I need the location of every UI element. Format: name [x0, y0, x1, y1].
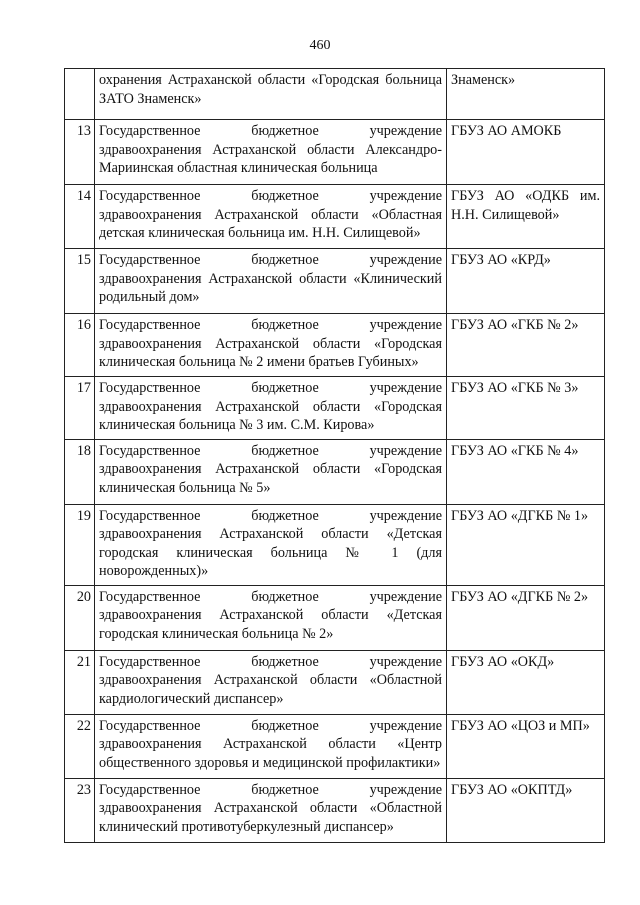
row-number: 13	[65, 120, 95, 185]
institution-name: Государственное бюджетное учреждение здравоохранения Астраханской области «Центр общественного здоровья и медицинской профилактики»	[95, 714, 447, 778]
institution-abbreviation: ГБУЗ АО «ОДКБ им. Н.Н. Силищевой»	[447, 185, 605, 249]
institution-name: Государственное бюджетное учреждение здравоохранения Астраханской области «Областной клинический противотуберкулезный диспансер»	[95, 778, 447, 842]
institution-abbreviation: ГБУЗ АО «ЦОЗ и МП»	[447, 714, 605, 778]
institution-abbreviation: ГБУЗ АО «ГКБ № 3»	[447, 377, 605, 440]
institution-name: Государственное бюджетное учреждение здравоохранения Астраханской области «Областная детская клиническая больница им. Н.Н. Силищевой»	[95, 185, 447, 249]
row-number	[65, 69, 95, 120]
row-number: 17	[65, 377, 95, 440]
institution-abbreviation: ГБУЗ АО «ОКД»	[447, 650, 605, 714]
institution-name: Государственное бюджетное учреждение здравоохранения Астраханской области «Городская клиническая больница № 3 им. С.М. Кирова»	[95, 377, 447, 440]
institution-name: охранения Астраханской области «Городская больница ЗАТО Знаменск»	[95, 69, 447, 120]
institution-abbreviation: ГБУЗ АО «КРД»	[447, 249, 605, 314]
row-number: 20	[65, 585, 95, 650]
institutions-table	[64, 68, 605, 843]
institution-name: Государственное бюджетное учреждение здравоохранения Астраханской области «Городская клиническая больница № 2 имени братьев Губиных»	[95, 314, 447, 377]
institution-name: Государственное бюджетное учреждение здравоохранения Астраханской области «Областной кардиологический диспансер»	[95, 650, 447, 714]
table-row	[65, 714, 605, 778]
table-row	[65, 69, 605, 120]
institution-abbreviation: ГБУЗ АО «ДГКБ № 1»	[447, 504, 605, 585]
table-row	[65, 120, 605, 185]
table-row	[65, 650, 605, 714]
table-row	[65, 585, 605, 650]
institution-abbreviation: ГБУЗ АО «ГКБ № 4»	[447, 439, 605, 504]
institution-name: Государственное бюджетное учреждение здравоохранения Астраханской области Александро-Мариинская областная клиническая больница	[95, 120, 447, 185]
row-number: 14	[65, 185, 95, 249]
table-row	[65, 439, 605, 504]
table-row	[65, 377, 605, 440]
table-row	[65, 778, 605, 842]
table-row	[65, 504, 605, 585]
page-number: 460	[309, 38, 331, 53]
row-number: 19	[65, 504, 95, 585]
institution-abbreviation: ГБУЗ АО «ГКБ № 2»	[447, 314, 605, 377]
row-number: 21	[65, 650, 95, 714]
table-row	[65, 185, 605, 249]
institution-abbreviation: ГБУЗ АО «ОКПТД»	[447, 778, 605, 842]
institution-abbreviation: ГБУЗ АО АМОКБ	[447, 120, 605, 185]
row-number: 18	[65, 439, 95, 504]
row-number: 16	[65, 314, 95, 377]
row-number: 22	[65, 714, 95, 778]
institution-name: Государственное бюджетное учреждение здравоохранения Астраханской области «Городская клиническая больница № 5»	[95, 439, 447, 504]
table-row	[65, 249, 605, 314]
institution-abbreviation: ГБУЗ АО «ДГКБ № 2»	[447, 585, 605, 650]
table-row	[65, 314, 605, 377]
institution-abbreviation: Знаменск»	[447, 69, 605, 120]
row-number: 15	[65, 249, 95, 314]
institution-name: Государственное бюджетное учреждение здравоохранения Астраханской области «Детская городская клиническая больница № 1 (для новорожденных)»	[95, 504, 447, 585]
institution-name: Государственное бюджетное учреждение здравоохранения Астраханской области «Детская городская клиническая больница № 2»	[95, 585, 447, 650]
institution-name: Государственное бюджетное учреждение здравоохранения Астраханской области «Клинический родильный дом»	[95, 249, 447, 314]
row-number: 23	[65, 778, 95, 842]
